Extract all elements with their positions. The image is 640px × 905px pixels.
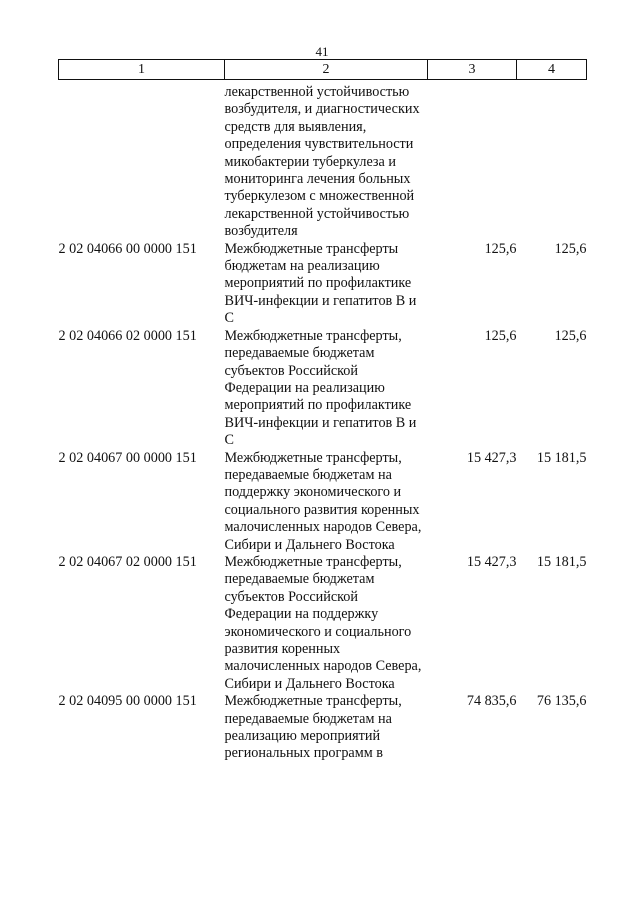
- row-value-3: [428, 80, 517, 241]
- row-value-3: 125,6: [484, 327, 517, 344]
- row-name: Межбюджетные трансферты, передаваемые бюджетам субъектов Российской Федерации на реализацию мероприятий по профилактике ВИЧ-инфекции и гепатитов В и С: [224, 327, 417, 449]
- header-col-1: 1: [59, 60, 225, 80]
- row-value-4: 15 181,5: [536, 449, 587, 466]
- table-row: [59, 450, 587, 554]
- row-name: Межбюджетные трансферты, передаваемые бюджетам субъектов Российской Федерации на поддержку экономического и социального развития коренных малочисленных народов Севера, Сибири и Дальнего Востока: [224, 553, 422, 692]
- table-row: [59, 554, 587, 693]
- page-number: 41: [315, 44, 329, 59]
- row-value-4: 76 135,6: [536, 693, 587, 710]
- header-col-2: 2: [225, 60, 428, 80]
- row-code: 2 02 04095 00 0000 151: [58, 693, 197, 710]
- row-code: 2 02 04067 00 0000 151: [58, 449, 197, 466]
- row-name: Межбюджетные трансферты, передаваемые бюджетам на поддержку экономического и социального развития коренных малочисленных народов Севера, Сибири и Дальнего Востока: [224, 449, 422, 553]
- row-value-3: 15 427,3: [466, 449, 517, 466]
- row-name: Межбюджетные трансферты бюджетам на реализацию мероприятий по профилактике ВИЧ-инфекции и гепатитов В и С: [224, 240, 417, 327]
- table-row: [59, 693, 587, 763]
- row-value-3: 125,6: [484, 240, 517, 257]
- row-value-3: 74 835,6: [466, 693, 517, 710]
- row-value-4: 15 181,5: [536, 553, 587, 570]
- row-value-4: 125,6: [554, 327, 587, 344]
- row-code: 2 02 04067 02 0000 151: [58, 553, 197, 570]
- row-name: лекарственной устойчивостью возбудителя, и диагностических средств для выявления, определения чувствительности микобактерии туберкулеза и мониторинга лечения больных туберкулезом с множественной лекарственной устойчивостью возбудителя: [224, 84, 420, 240]
- table-row: [59, 80, 587, 241]
- row-code: 2 02 04066 02 0000 151: [58, 327, 197, 344]
- table-row: [59, 328, 587, 450]
- table-row: [59, 241, 587, 328]
- row-code: 2 02 04066 00 0000 151: [58, 240, 197, 257]
- row-value-3: 15 427,3: [466, 553, 517, 570]
- table-header-row: [59, 60, 587, 80]
- row-code: [59, 80, 225, 241]
- header-col-4: 4: [517, 60, 587, 80]
- budget-table: [58, 59, 587, 763]
- row-value-4: 125,6: [554, 240, 587, 257]
- header-col-3: 3: [428, 60, 517, 80]
- row-name: Межбюджетные трансферты, передаваемые бюджетам на реализацию мероприятий региональных программ в: [224, 693, 402, 762]
- row-value-4: [517, 80, 587, 241]
